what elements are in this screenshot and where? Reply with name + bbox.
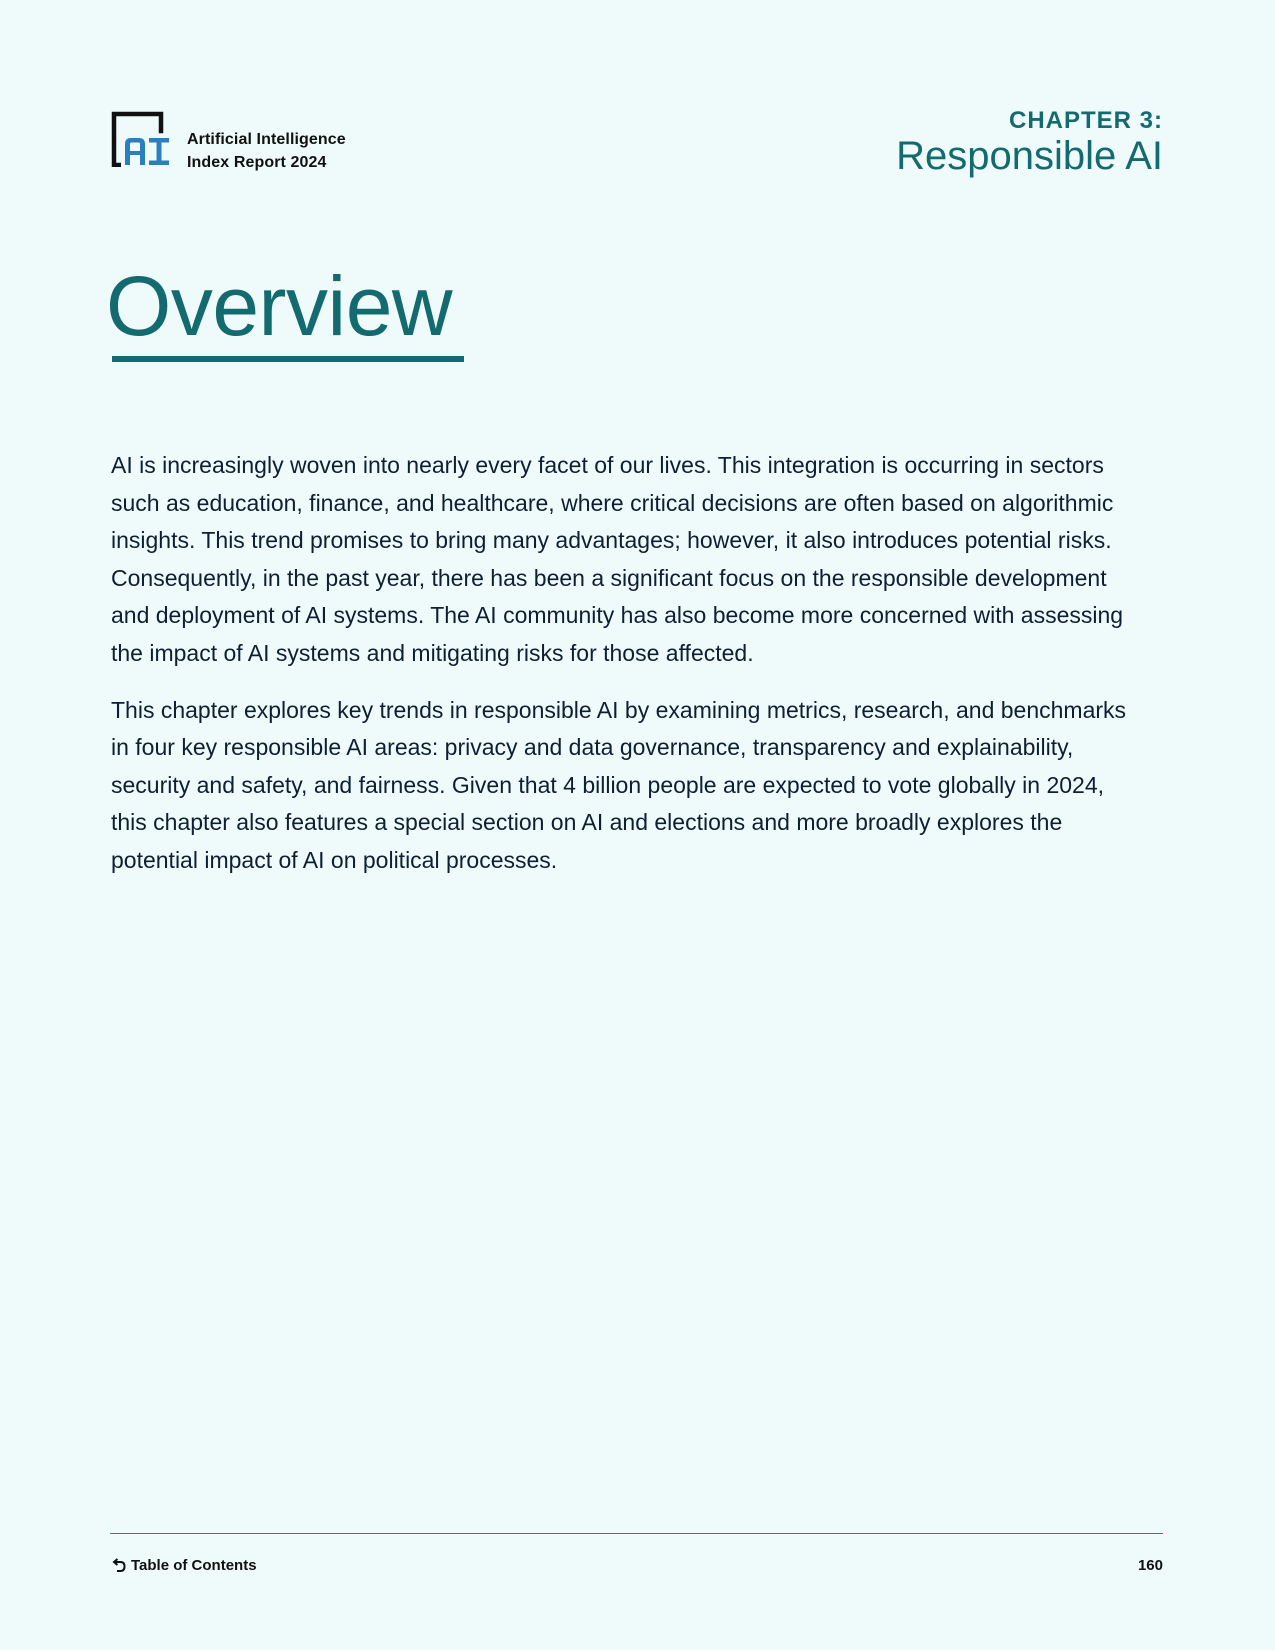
return-arrow-icon xyxy=(111,1558,127,1574)
overview-body xyxy=(111,447,1131,899)
brand-line-1: Artificial Intelligence xyxy=(187,131,346,148)
paragraph: AI is increasingly woven into nearly every facet of our lives. This integration is occurring in sectors such as education, finance, and healthcare, where critical decisions are often based on algorithmic insights. This trend promises to bring many advantages; however, it also introduces potential risks. Consequently, in the past year, there has been a significant focus on the responsible development and deployment of AI systems. The AI community has also become more concerned with assessing the impact of AI systems and mitigating risks for those affected. xyxy=(111,452,1124,666)
ai-index-logo xyxy=(111,111,171,167)
chapter-heading xyxy=(896,106,1163,178)
logo-ai-letters xyxy=(125,138,169,165)
table-of-contents-link[interactable] xyxy=(111,1557,257,1574)
chapter-label: CHAPTER 3: xyxy=(1008,107,1163,134)
toc-label: Table of Contents xyxy=(131,1557,257,1574)
brand-line-2: Index Report 2024 xyxy=(187,154,327,171)
page-title: Overview xyxy=(106,259,453,353)
report-brand xyxy=(187,128,346,174)
title-underline xyxy=(112,356,464,362)
paragraph: This chapter explores key trends in responsible AI by examining metrics, research, and benchmarks in four key responsible AI areas: privacy and data governance, transparency and explainability, security and safety, and fairness. Given that 4 billion people are expected to vote globally in 2024, this chapter also features a special section on AI and elections and more broadly explores the potential impact of AI on political processes. xyxy=(111,696,1127,873)
page-number: 160 xyxy=(1137,1557,1163,1574)
chapter-title: Responsible AI xyxy=(896,134,1163,178)
footer-divider xyxy=(110,1533,1163,1534)
